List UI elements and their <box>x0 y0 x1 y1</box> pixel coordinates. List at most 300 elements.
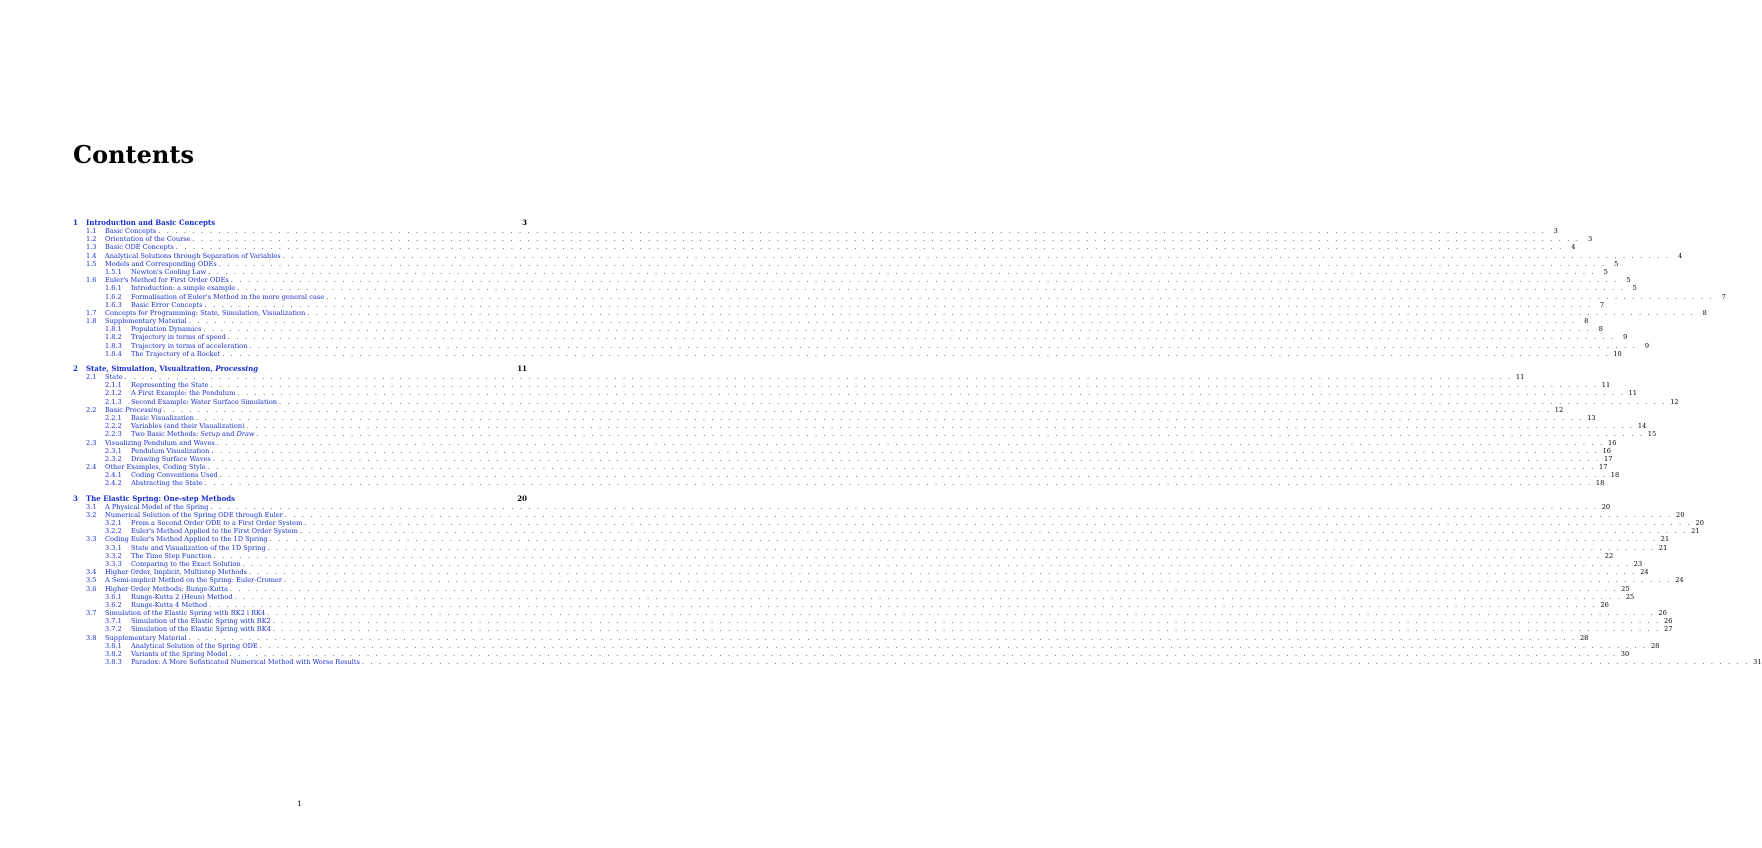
toc-subsection[interactable] <box>73 413 1596 422</box>
toc-title-text: Orientation of the Course <box>105 235 191 244</box>
toc-leader-dots <box>230 585 1618 593</box>
toc-chapter[interactable] <box>73 218 527 227</box>
toc-title-text: Paradox: A More Sofisticated Numerical Method with Worse Results <box>131 658 360 667</box>
toc-section[interactable] <box>73 405 1564 414</box>
toc-title-link[interactable] <box>105 260 217 268</box>
toc-section[interactable] <box>73 317 1589 326</box>
toc-title-link[interactable] <box>131 430 255 438</box>
toc-page-number: 13 <box>1587 413 1596 422</box>
toc-number: 3.7.1 <box>105 617 122 626</box>
toc-leader-dots <box>362 658 1750 666</box>
toc-subsection[interactable] <box>73 471 1620 480</box>
toc-section[interactable] <box>73 576 1684 585</box>
toc-page-number: 8 <box>1584 317 1589 326</box>
toc-number: 3.7 <box>86 609 97 618</box>
toc-leader-dots <box>268 544 1656 552</box>
toc-number: 3.6.1 <box>105 592 122 601</box>
toc-subsection[interactable] <box>73 267 1608 276</box>
toc-title-link[interactable] <box>131 617 271 625</box>
toc-leader-dots <box>219 260 1607 268</box>
toc-leader-dots <box>189 317 1577 325</box>
toc-page-number: 16 <box>1608 438 1617 447</box>
toc-page-number: 18 <box>1595 479 1605 488</box>
toc-title-link[interactable] <box>131 381 209 389</box>
toc-page-number: 12 <box>1670 397 1679 406</box>
toc-page-number: 16 <box>1602 446 1611 455</box>
toc-title-link[interactable] <box>105 276 229 284</box>
toc-title-link[interactable] <box>105 309 305 317</box>
toc-leader-dots <box>307 309 1695 317</box>
toc-leader-dots <box>211 503 1599 511</box>
toc-number: 1.5 <box>86 259 97 268</box>
toc-leader-dots <box>217 439 1605 447</box>
toc-section[interactable] <box>73 609 1667 618</box>
toc-subsection[interactable] <box>73 592 1635 601</box>
toc-subsection[interactable] <box>73 600 1609 609</box>
toc-leader-dots <box>196 414 1584 422</box>
page-title: Contents <box>73 140 194 169</box>
toc-title-link[interactable] <box>131 552 212 560</box>
toc-number: 3 <box>73 493 78 503</box>
toc-leader-dots <box>203 325 1591 333</box>
toc-subsection[interactable] <box>73 292 1726 301</box>
toc-title-link[interactable] <box>86 364 258 373</box>
toc-title-link[interactable] <box>131 301 203 309</box>
toc-title-text: and <box>219 430 237 439</box>
toc-leader-dots <box>247 422 1635 430</box>
toc-title-text: Variables (and their Visualization) <box>131 422 245 431</box>
toc-number: 3.6.2 <box>105 600 122 609</box>
toc-page-number: 27 <box>1664 625 1673 634</box>
toc-subsection[interactable] <box>73 381 1611 390</box>
toc-subsection[interactable] <box>73 519 1704 527</box>
toc-title-text: Higher Order, Implicit, Multistep Methods <box>105 568 247 577</box>
table-of-contents <box>73 212 1762 667</box>
toc-title-link[interactable] <box>105 439 215 447</box>
toc-page-number: 5 <box>1632 284 1637 293</box>
toc-section[interactable] <box>73 373 1525 381</box>
toc-title-text: Coding Euler's Method Applied to the 1D Spring <box>105 535 268 544</box>
toc-title-link[interactable] <box>131 325 201 333</box>
toc-title-link[interactable] <box>131 601 207 609</box>
toc-subsection[interactable] <box>73 658 1762 667</box>
toc-title-link[interactable] <box>131 625 271 633</box>
toc-title-text: Trajectory in terms of speed <box>131 333 226 342</box>
toc-number: 1.8 <box>86 317 97 326</box>
toc-leader-dots <box>222 350 1610 358</box>
toc-title-text: From a Second Order ODE to a First Order System <box>131 519 303 527</box>
toc-leader-dots <box>211 381 1599 389</box>
toc-leader-dots <box>208 463 1596 471</box>
toc-leader-dots <box>279 398 1667 406</box>
toc-title-text: State <box>105 373 123 381</box>
toc-page-number: 4 <box>1678 251 1683 260</box>
toc-leader-dots <box>213 455 1601 463</box>
toc-title-link[interactable] <box>131 455 211 463</box>
toc-title-text: Newton's Cooling Law <box>131 267 207 276</box>
toc-title-italic: Setup <box>200 430 220 439</box>
toc-title-text: Formalisation of Euler's Method in the more general case <box>131 292 325 301</box>
toc-title-text: Other Examples, Coding Style <box>105 463 206 472</box>
toc-page-number: 25 <box>1625 592 1635 601</box>
toc-page-number: 9 <box>1623 333 1628 342</box>
toc-number: 3.5 <box>86 576 97 585</box>
toc-page-number: 24 <box>1640 568 1649 577</box>
toc-subsection[interactable] <box>73 479 1605 488</box>
toc-title-link[interactable] <box>131 479 203 487</box>
toc-subsection[interactable] <box>73 430 1657 439</box>
toc-subsection[interactable] <box>73 617 1673 626</box>
toc-title-text: Analytical Solutions through Separation of Variables <box>105 251 281 260</box>
toc-leader-dots <box>283 252 1671 260</box>
toc-section[interactable] <box>73 535 1670 544</box>
toc-title-text: Variants of the Spring Model <box>131 650 228 658</box>
toc-title-text: Comparing to the Exact Solution <box>131 559 241 568</box>
toc-page-number: 5 <box>1603 267 1608 276</box>
toc-subsection[interactable] <box>73 551 1614 560</box>
toc-leader-dots <box>125 373 1513 381</box>
toc-title-text: Runge-Kutta 4 Method <box>131 600 208 609</box>
toc-number: 2.1 <box>86 373 97 381</box>
toc-number: 1.3 <box>86 243 97 252</box>
toc-title-link[interactable] <box>131 350 220 358</box>
toc-title-text: Second Example: Water Surface Simulation <box>131 397 277 406</box>
toc-title-link[interactable] <box>131 471 218 479</box>
toc-leader-dots <box>257 430 1645 438</box>
toc-page-number: 22 <box>1604 551 1614 560</box>
toc-title-link[interactable] <box>105 243 174 251</box>
toc-number: 3.2 <box>86 510 97 519</box>
toc-section[interactable] <box>73 243 1576 252</box>
toc-title-link[interactable] <box>105 252 281 260</box>
toc-subsection[interactable] <box>73 650 1630 658</box>
toc-number: 3.7.2 <box>105 625 122 634</box>
toc-page-number: 26 <box>1600 600 1609 609</box>
toc-title-text: The Elastic Spring: One-step Methods <box>86 493 236 503</box>
toc-page-number: 9 <box>1644 341 1650 350</box>
toc-title-text: Runge-Kutta 2 (Heun) Method <box>131 592 233 601</box>
toc-subsection[interactable] <box>73 389 1637 398</box>
toc-number: 1.5.1 <box>105 267 122 276</box>
toc-title-text: Drawing Surface Waves <box>131 454 211 463</box>
toc-page-number: 28 <box>1650 641 1660 650</box>
toc-page-number: 17 <box>1604 454 1613 463</box>
toc-leader-dots <box>211 447 1599 455</box>
toc-leader-dots <box>205 301 1593 309</box>
toc-title-link[interactable] <box>131 658 360 666</box>
toc-subsection[interactable] <box>73 422 1647 431</box>
toc-title-link[interactable] <box>131 642 258 650</box>
toc-title-text: Basic <box>105 405 126 414</box>
toc-title-text: Abstracting the State <box>131 479 203 488</box>
toc-subsection[interactable] <box>73 325 1603 334</box>
toc-leader-dots <box>231 276 1619 284</box>
toc-number: 2.3.2 <box>105 454 122 463</box>
toc-leader-dots <box>176 243 1564 251</box>
toc-section[interactable] <box>73 568 1649 577</box>
toc-title-link[interactable] <box>131 650 228 658</box>
toc-title-link[interactable] <box>105 373 123 381</box>
toc-number: 1.6 <box>86 276 97 285</box>
toc-number: 1.8.4 <box>105 349 122 358</box>
toc-title-link[interactable] <box>86 494 235 503</box>
toc-number: 2.3 <box>86 438 97 447</box>
toc-title-link[interactable] <box>131 398 277 406</box>
toc-number: 3.8.3 <box>105 658 122 667</box>
toc-number: 1.6.1 <box>105 284 122 293</box>
toc-leader-dots <box>205 479 1593 487</box>
toc-title-text: Two Basic Methods: <box>131 430 201 439</box>
toc-number: 1.4 <box>86 251 97 260</box>
toc-number: 1.8.1 <box>105 325 122 334</box>
toc-title-text: Supplementary Material <box>105 633 187 642</box>
toc-title-link[interactable] <box>105 568 247 576</box>
toc-number: 2.2.3 <box>105 430 122 439</box>
toc-title-link[interactable] <box>105 585 228 593</box>
toc-leader-dots <box>228 333 1616 341</box>
toc-title-text: Numerical Solution of the Spring ODE through Euler <box>105 510 283 519</box>
toc-title-text: The Trajectory of a Rocket <box>131 349 221 358</box>
toc-leader-dots <box>230 650 1618 658</box>
toc-number: 1.8.3 <box>105 341 122 350</box>
toc-number: 1.1 <box>86 227 97 235</box>
toc-number: 3.2.1 <box>105 519 122 527</box>
toc-page-number: 21 <box>1691 527 1700 536</box>
toc-number: 3.3 <box>86 535 97 544</box>
toc-subsection[interactable] <box>73 333 1628 342</box>
toc-leader-dots <box>158 227 1546 235</box>
toc-number: 2.1.3 <box>105 397 122 406</box>
toc-section[interactable] <box>73 235 1593 244</box>
toc-number: 2 <box>73 364 78 373</box>
toc-number: 3.2.2 <box>105 527 122 536</box>
toc-title-text: The Time Step Function <box>131 551 212 560</box>
toc-title-text: Basic Error Concepts <box>131 300 203 309</box>
toc-title-link[interactable] <box>131 560 241 568</box>
toc-number: 2.2 <box>86 405 97 414</box>
toc-title-italic: Processing <box>125 405 162 414</box>
toc-number: 3.6 <box>86 584 97 593</box>
toc-section[interactable] <box>73 227 1558 235</box>
toc-leader-dots <box>273 617 1661 625</box>
toc-title-text: Basic Visualization <box>131 413 194 422</box>
toc-number: 2.1.2 <box>105 389 122 398</box>
toc-title-link[interactable] <box>105 317 187 325</box>
toc-title-link[interactable] <box>105 463 206 471</box>
toc-subsection[interactable] <box>73 341 1650 350</box>
toc-title-text: Simulation of the Elastic Spring with RK2 i RK4 <box>105 609 266 618</box>
toc-leader-dots <box>249 342 1637 350</box>
toc-leader-dots <box>284 576 1672 584</box>
toc-title-italic: Processing <box>215 364 259 373</box>
toc-page-number: 31 <box>1753 658 1762 667</box>
toc-leader-dots <box>243 560 1631 568</box>
toc-title-link[interactable] <box>131 333 226 341</box>
toc-title-link[interactable] <box>105 511 283 519</box>
toc-section[interactable] <box>73 510 1685 519</box>
toc-number: 1.8.2 <box>105 333 122 342</box>
toc-title-link[interactable] <box>105 235 191 243</box>
toc-title-link[interactable] <box>131 593 233 601</box>
toc-title-link[interactable] <box>105 227 156 235</box>
toc-title-link[interactable] <box>105 406 162 414</box>
toc-page-number: 12 <box>1554 405 1564 414</box>
toc-leader-dots <box>208 268 1596 276</box>
toc-leader-dots <box>260 642 1648 650</box>
toc-title-text: A First Example: the Pendulum <box>131 389 236 398</box>
toc-leader-dots <box>300 527 1688 535</box>
toc-section[interactable] <box>73 502 1611 511</box>
toc-chapter[interactable] <box>73 494 527 503</box>
toc-section[interactable] <box>73 633 1589 642</box>
toc-page-number: 7 <box>1599 300 1605 309</box>
toc-leader-dots <box>220 471 1608 479</box>
toc-leader-dots <box>189 634 1577 642</box>
toc-title-link[interactable] <box>105 634 187 642</box>
toc-title-text: Euler's Method Applied to the First Order System <box>131 527 298 536</box>
toc-subsection[interactable] <box>73 454 1613 463</box>
toc-page-number: 5 <box>1626 276 1631 285</box>
toc-title-text: Pendulum Visualization <box>131 446 210 455</box>
toc-number: 2.2.1 <box>105 413 122 422</box>
toc-page-number: 30 <box>1620 650 1630 658</box>
toc-section[interactable] <box>73 259 1619 268</box>
toc-chapter[interactable] <box>73 364 527 373</box>
toc-title-link[interactable] <box>131 527 298 535</box>
toc-page-number: 11 <box>1515 373 1525 381</box>
toc-leader-dots <box>193 235 1581 243</box>
toc-subsection[interactable] <box>73 641 1660 650</box>
toc-leader-dots <box>164 406 1552 414</box>
toc-subsection[interactable] <box>73 625 1673 634</box>
toc-title-text: Concepts for Programming: State, Simulation, Visualization <box>105 308 306 317</box>
toc-number: 2.3.1 <box>105 446 122 455</box>
toc-page-number: 15 <box>1647 430 1657 439</box>
toc-number: 2.4.1 <box>105 471 122 480</box>
page-number: 1 <box>297 799 302 808</box>
toc-page-number: 8 <box>1598 325 1603 334</box>
toc-page-number: 26 <box>1664 617 1673 626</box>
toc-title-text: Euler's Method for First Order ODEs <box>105 276 229 285</box>
toc-page-number: 3 <box>1553 227 1558 235</box>
toc-page-number: 7 <box>1721 292 1726 301</box>
toc-subsection[interactable] <box>73 543 1668 552</box>
toc-title-link[interactable] <box>105 503 209 511</box>
toc-title-link[interactable] <box>131 447 209 455</box>
toc-number: 3.3.2 <box>105 551 122 560</box>
toc-title-link[interactable] <box>86 218 215 227</box>
toc-title-text: Analytical Solution of the Spring ODE <box>131 641 258 650</box>
toc-number: 3.1 <box>86 502 97 511</box>
toc-page-number: 11 <box>517 364 527 373</box>
toc-leader-dots <box>237 389 1625 397</box>
toc-section[interactable] <box>73 251 1683 260</box>
toc-page-number: 25 <box>1621 584 1630 593</box>
toc-section[interactable] <box>73 584 1630 593</box>
toc-title-text: Introduction: a simple example <box>131 284 236 293</box>
toc-page-number: 3 <box>522 218 527 227</box>
toc-title-link[interactable] <box>131 414 194 422</box>
toc-title-text: Trajectory in terms of acceleration <box>131 341 248 350</box>
toc-title-text: Basic Concepts <box>105 227 157 235</box>
toc-title-link[interactable] <box>131 293 324 301</box>
toc-number: 1.7 <box>86 308 97 317</box>
toc-subsection[interactable] <box>73 300 1605 309</box>
toc-title-link[interactable] <box>105 576 282 584</box>
toc-title-link[interactable] <box>131 268 206 276</box>
toc-page-number: 10 <box>1613 349 1622 358</box>
toc-number: 2.2.2 <box>105 422 122 431</box>
toc-number: 2.1.1 <box>105 381 122 390</box>
toc-title-link[interactable] <box>131 389 235 397</box>
toc-leader-dots <box>270 535 1658 543</box>
toc-section[interactable] <box>73 438 1617 447</box>
toc-number: 3.4 <box>86 568 97 577</box>
toc-title-text: Introduction and Basic Concepts <box>86 218 216 227</box>
toc-title-text: Simulation of the Elastic Spring with RK4 <box>131 625 271 634</box>
toc-page-number: 17 <box>1599 463 1608 472</box>
toc-title-text: A Physical Model of the Spring <box>105 502 209 511</box>
toc-section[interactable] <box>73 463 1608 472</box>
toc-number: 3.3.1 <box>105 543 122 552</box>
toc-title-link[interactable] <box>131 342 247 350</box>
toc-title-link[interactable] <box>131 519 302 527</box>
toc-subsection[interactable] <box>73 397 1679 406</box>
toc-title-link[interactable] <box>105 535 268 543</box>
toc-title-text: State, Simulation, Visualization, <box>86 364 216 373</box>
toc-number: 1 <box>73 218 78 227</box>
toc-number: 1.2 <box>86 235 97 244</box>
toc-page-number: 3 <box>1587 235 1593 244</box>
toc-title-link[interactable] <box>131 544 266 552</box>
toc-title-text: Visualizing Pendulum and Waves <box>105 438 215 447</box>
toc-page-number: 28 <box>1579 633 1589 642</box>
toc-number: 1.6.3 <box>105 300 122 309</box>
toc-title-link[interactable] <box>105 609 265 617</box>
toc-page-number: 18 <box>1610 471 1620 480</box>
toc-title-text: State and Visualization of the 1D Spring <box>131 543 266 552</box>
toc-page-number: 8 <box>1702 308 1707 317</box>
toc-section[interactable] <box>73 276 1631 285</box>
toc-number: 3.8.1 <box>105 641 122 650</box>
toc-leader-dots <box>326 293 1714 301</box>
toc-page-number: 20 <box>517 493 527 503</box>
toc-section[interactable] <box>73 308 1707 317</box>
toc-leader-dots <box>304 519 1692 527</box>
toc-number: 2.4 <box>86 463 97 472</box>
toc-subsection[interactable] <box>73 446 1611 455</box>
toc-page-number: 23 <box>1633 559 1643 568</box>
toc-page-number: 11 <box>1601 381 1611 390</box>
toc-leader-dots <box>209 601 1597 609</box>
toc-title-link[interactable] <box>131 284 235 292</box>
toc-page-number: 11 <box>1628 389 1637 398</box>
toc-page-number: 20 <box>1676 510 1685 519</box>
toc-title-italic: Draw <box>236 430 255 439</box>
toc-subsection[interactable] <box>73 284 1637 293</box>
toc-subsection[interactable] <box>73 559 1643 568</box>
toc-title-link[interactable] <box>131 422 245 430</box>
toc-page-number: 21 <box>1660 535 1670 544</box>
toc-leader-dots <box>267 609 1655 617</box>
toc-title-text: Higher Order Methods: Runge-Kutta <box>105 584 228 593</box>
toc-number: 1.6.2 <box>105 292 122 301</box>
toc-subsection[interactable] <box>73 349 1622 358</box>
toc-title-text: Basic ODE Concepts <box>105 243 174 252</box>
toc-subsection[interactable] <box>73 527 1700 536</box>
toc-number: 3.8 <box>86 633 97 642</box>
toc-leader-dots <box>235 593 1623 601</box>
